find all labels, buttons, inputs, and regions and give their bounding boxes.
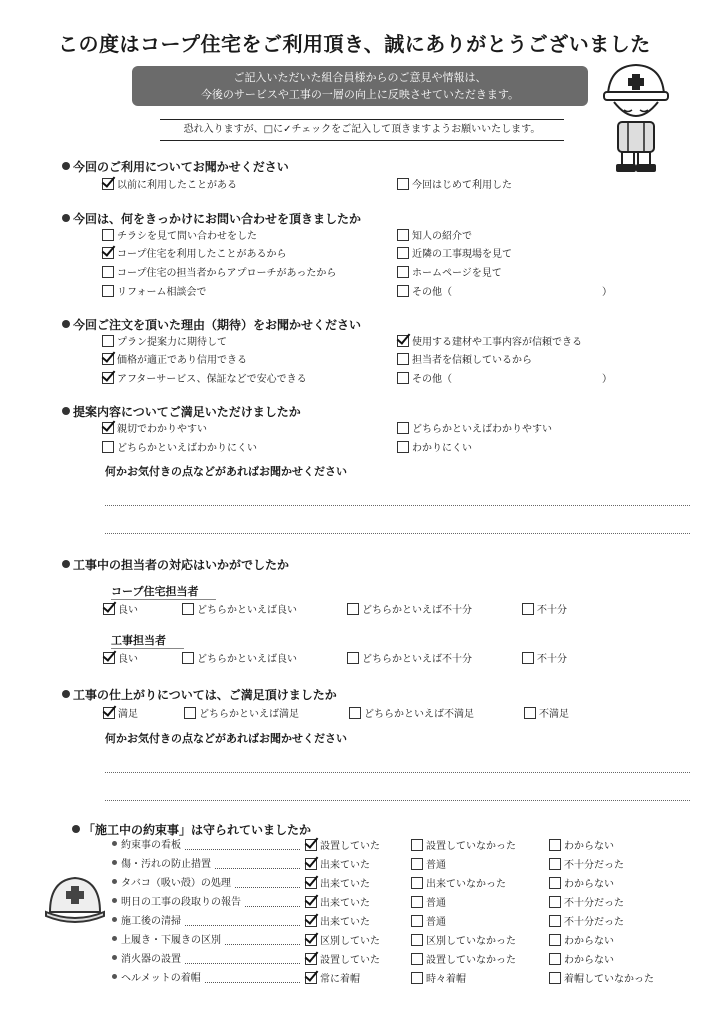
- checkbox-label: 今回はじめて利用した: [412, 180, 512, 191]
- checkbox-label: 常に着帽: [320, 974, 360, 985]
- q7-item-label: タバコ（吸い殻）の処理: [121, 878, 231, 889]
- checkbox-label: 不十分: [537, 654, 567, 665]
- checkbox[interactable]: [102, 422, 114, 434]
- q7-row-0-option-1[interactable]: [411, 839, 516, 853]
- q7-row-7-option-1[interactable]: [411, 972, 466, 986]
- checkbox-label: 設置していなかった: [426, 955, 516, 966]
- intro-banner: [132, 66, 588, 106]
- q3-option-0[interactable]: [102, 335, 227, 349]
- q2-option-7[interactable]: [397, 285, 612, 299]
- checkbox-label: どちらかといえばわかりにくい: [117, 443, 257, 454]
- q4-comment-prompt: 何かお気付きの点などがあればお聞かせください: [105, 465, 347, 478]
- bullet-icon: [112, 860, 117, 865]
- q7-leader-line: [215, 868, 300, 869]
- q7-item-1: [112, 857, 211, 873]
- q3-option-4[interactable]: [397, 353, 532, 367]
- q7-item-label: 上履き・下履きの区別: [121, 935, 221, 946]
- bullet-icon: [112, 917, 117, 922]
- q7-item-6: [112, 952, 181, 968]
- checkbox[interactable]: [397, 335, 409, 347]
- q4-option-0[interactable]: [102, 422, 207, 436]
- q2-option-0[interactable]: [102, 229, 257, 243]
- checkbox[interactable]: [411, 877, 423, 889]
- checkbox[interactable]: [102, 247, 114, 259]
- checkbox-label: チラシを見て問い合わせをした: [117, 231, 257, 242]
- checkbox[interactable]: [397, 372, 409, 384]
- checkbox-label: アフターサービス、保証などで安心できる: [117, 374, 307, 385]
- construction-worker-icon: [600, 60, 672, 175]
- checkbox-label: 設置していなかった: [426, 841, 516, 852]
- q5-group-0-option-0[interactable]: [103, 603, 138, 617]
- checkbox[interactable]: [102, 229, 114, 241]
- q7-item-7: [112, 971, 201, 987]
- checkbox-label: 普通: [426, 898, 446, 909]
- checkbox[interactable]: [102, 266, 114, 278]
- checkbox[interactable]: [549, 972, 561, 984]
- checkbox-label: 不十分だった: [564, 860, 624, 871]
- checkbox[interactable]: [103, 652, 115, 664]
- q5-group-0-option-3[interactable]: [522, 603, 567, 617]
- q7-item-3: [112, 895, 241, 911]
- q4-option-1[interactable]: [102, 441, 257, 455]
- q7-row-2-option-0[interactable]: [305, 877, 370, 891]
- checkbox[interactable]: [411, 858, 423, 870]
- checkbox-label: 近隣の工事現場を見て: [412, 249, 512, 260]
- checkbox-label: 設置していた: [320, 955, 380, 966]
- q5-question: 工事中の担当者の対応はいかがでしたか: [62, 556, 289, 573]
- checkbox-label: わからない: [564, 879, 614, 890]
- checkbox-label: ホームページを見て: [412, 268, 502, 279]
- q5-group-1-option-1[interactable]: [182, 652, 297, 666]
- checkbox[interactable]: [411, 934, 423, 946]
- checkbox-label: 普通: [426, 860, 446, 871]
- q7-leader-line: [225, 944, 300, 945]
- q7-item-label: 明日の工事の段取りの報告: [121, 897, 241, 908]
- q3-option-2[interactable]: [102, 372, 307, 386]
- checkbox[interactable]: [397, 178, 409, 190]
- checkbox[interactable]: [397, 353, 409, 365]
- checkbox[interactable]: [102, 285, 114, 297]
- q7-item-label: 傷・汚れの防止措置: [121, 859, 211, 870]
- checkbox-label: どちらかといえば不十分: [362, 654, 472, 665]
- q2-option-6[interactable]: [397, 266, 502, 280]
- q7-row-1-option-2[interactable]: [549, 858, 624, 872]
- checkbox-label: 設置していた: [320, 841, 380, 852]
- q7-row-1-option-1[interactable]: [411, 858, 446, 872]
- q4-comment-line-2[interactable]: [105, 533, 690, 534]
- q7-row-2-option-2[interactable]: [549, 877, 614, 891]
- bullet-icon: [112, 955, 117, 960]
- checkbox-label: 良い: [118, 654, 138, 665]
- checkbox-label: どちらかといえば良い: [197, 654, 297, 665]
- checkbox-label: わかりにくい: [412, 443, 472, 454]
- q7-leader-line: [235, 887, 300, 888]
- q4-question: 提案内容についてご満足いただけましたか: [62, 403, 301, 420]
- q7-row-0-option-0[interactable]: [305, 839, 380, 853]
- q3-question: 今回ご注文を頂いた理由（期待）をお聞かせください: [62, 316, 361, 333]
- checkbox[interactable]: [397, 266, 409, 278]
- checkbox[interactable]: [184, 707, 196, 719]
- checkbox-label: わからない: [564, 955, 614, 966]
- checkbox-label: わからない: [564, 936, 614, 947]
- checkbox-label: 担当者を信頼しているから: [412, 355, 532, 366]
- checkbox[interactable]: [397, 441, 409, 453]
- q4-option-2[interactable]: [397, 422, 552, 436]
- bullet-icon: [112, 936, 117, 941]
- q6-comment-line-2[interactable]: [105, 800, 690, 801]
- q2-question: 今回は、何をきっかけにお問い合わせを頂きましたか: [62, 210, 361, 227]
- q7-leader-line: [185, 849, 300, 850]
- q7-row-1-option-0[interactable]: [305, 858, 370, 872]
- checkbox[interactable]: [411, 896, 423, 908]
- q4-option-3[interactable]: [397, 441, 472, 455]
- checkbox[interactable]: [305, 953, 317, 965]
- q5-group-coop-label: コープ住宅担当者: [111, 583, 216, 600]
- q5-group-1-option-0[interactable]: [103, 652, 138, 666]
- q7-row-3-option-0[interactable]: [305, 896, 370, 910]
- checkbox-label: どちらかといえばわかりやすい: [412, 424, 552, 435]
- checkbox-label: どちらかといえば満足: [199, 709, 299, 720]
- bullet-icon: [112, 879, 117, 884]
- banner-line-2: 今後のサービスや工事の一層の向上に反映させていただきます。: [200, 88, 520, 101]
- q7-row-3-option-1[interactable]: [411, 896, 446, 910]
- checkbox[interactable]: [549, 896, 561, 908]
- q7-row-5-option-2[interactable]: [549, 934, 614, 948]
- checkbox-label: 良い: [118, 605, 138, 616]
- checkbox[interactable]: [305, 896, 317, 908]
- checkbox-label: どちらかといえば不満足: [364, 709, 474, 720]
- q7-item-0: [112, 838, 181, 854]
- q2-option-3[interactable]: [102, 285, 207, 299]
- q6-option-1[interactable]: [184, 707, 299, 721]
- q7-item-4: [112, 914, 181, 930]
- q5-group-1-option-3[interactable]: [522, 652, 567, 666]
- bullet-icon: [112, 898, 117, 903]
- hard-hat-icon: [44, 872, 106, 926]
- checkbox-label: 出来ていた: [320, 879, 370, 890]
- q2-option-1[interactable]: [102, 247, 287, 261]
- checkbox-label: わからない: [564, 841, 614, 852]
- checkbox[interactable]: [397, 229, 409, 241]
- q2-option-2[interactable]: [102, 266, 336, 280]
- checkbox[interactable]: [347, 652, 359, 664]
- bullet-icon: [112, 841, 117, 846]
- q7-item-2: [112, 876, 231, 892]
- page-title: この度はコープ住宅をご利用頂き、誠にありがとうございました: [58, 32, 651, 56]
- checkbox[interactable]: [103, 603, 115, 615]
- checkbox[interactable]: [549, 858, 561, 870]
- q7-row-7-option-0[interactable]: [305, 972, 360, 986]
- q7-leader-line: [185, 925, 300, 926]
- checkbox-label: 使用する建材や工事内容が信頼できる: [412, 337, 582, 348]
- q7-item-label: ヘルメットの着帽: [121, 973, 201, 984]
- q7-row-6-option-0[interactable]: [305, 953, 380, 967]
- checkbox-label: 不十分: [537, 605, 567, 616]
- checkbox-label: 区別していなかった: [426, 936, 516, 947]
- checkbox[interactable]: [397, 285, 409, 297]
- checkbox-label: 価格が適正であり信用できる: [117, 355, 247, 366]
- checkbox[interactable]: [522, 652, 534, 664]
- q7-row-6-option-1[interactable]: [411, 953, 516, 967]
- checkbox-label: コープ住宅の担当者からアプローチがあったから: [117, 268, 337, 279]
- checkbox-label: 出来ていた: [320, 898, 370, 909]
- q1-option-1[interactable]: [397, 178, 512, 192]
- q7-row-5-option-1[interactable]: [411, 934, 516, 948]
- q5-group-worker-label: 工事担当者: [111, 632, 184, 649]
- checkbox-label: コープ住宅を利用したことがあるから: [117, 249, 287, 260]
- checkbox-label: 普通: [426, 917, 446, 928]
- checkbox[interactable]: [102, 441, 114, 453]
- checkbox[interactable]: [305, 839, 317, 851]
- checkbox-label: プラン提案力に期待して: [117, 337, 227, 348]
- q2-option-5[interactable]: [397, 247, 512, 261]
- checkbox[interactable]: [102, 353, 114, 365]
- checkbox[interactable]: [397, 422, 409, 434]
- checkbox[interactable]: [347, 603, 359, 615]
- checkbox[interactable]: [305, 877, 317, 889]
- checkbox-label: リフォーム相談会で: [117, 287, 207, 298]
- checkbox[interactable]: [524, 707, 536, 719]
- checkbox-label: 満足: [118, 709, 138, 720]
- q7-row-6-option-2[interactable]: [549, 953, 614, 967]
- q7-row-5-option-0[interactable]: [305, 934, 380, 948]
- q6-option-0[interactable]: [103, 707, 138, 721]
- checkbox[interactable]: [549, 839, 561, 851]
- banner-line-1: ご記入いただいた組合員様からのご意見や情報は、: [233, 71, 487, 84]
- q7-row-7-option-2[interactable]: [549, 972, 654, 986]
- checkbox[interactable]: [102, 178, 114, 190]
- checkbox-label: 不十分だった: [564, 917, 624, 928]
- bullet-icon: [112, 974, 117, 979]
- checkbox[interactable]: [411, 953, 423, 965]
- q7-row-0-option-2[interactable]: [549, 839, 614, 853]
- checkbox-label: 不満足: [539, 709, 569, 720]
- checkbox-label: 出来ていた: [320, 917, 370, 928]
- checkbox[interactable]: [549, 934, 561, 946]
- checkbox-label: 出来ていなかった: [426, 879, 506, 890]
- q6-comment-line-1[interactable]: [105, 772, 690, 773]
- q7-item-label: 約束事の看板: [121, 840, 181, 851]
- q7-leader-line: [205, 982, 300, 983]
- checkbox[interactable]: [522, 603, 534, 615]
- checkbox[interactable]: [305, 972, 317, 984]
- q3-option-5[interactable]: [397, 372, 612, 386]
- checkbox-label: どちらかといえば良い: [197, 605, 297, 616]
- q6-question: 工事の仕上がりについては、ご満足頂けましたか: [62, 686, 337, 703]
- q5-group-1-option-2[interactable]: [347, 652, 472, 666]
- q7-item-5: [112, 933, 221, 949]
- q6-option-3[interactable]: [524, 707, 569, 721]
- checkbox[interactable]: [549, 915, 561, 927]
- q6-comment-prompt: 何かお気付きの点などがあればお聞かせください: [105, 732, 347, 745]
- q6-option-2[interactable]: [349, 707, 474, 721]
- q7-leader-line: [185, 963, 300, 964]
- q7-row-3-option-2[interactable]: [549, 896, 624, 910]
- checkbox[interactable]: [411, 915, 423, 927]
- checkbox[interactable]: [549, 877, 561, 889]
- q7-row-2-option-1[interactable]: [411, 877, 506, 891]
- q7-row-4-option-1[interactable]: [411, 915, 446, 929]
- checkbox[interactable]: [549, 953, 561, 965]
- q1-option-0[interactable]: [102, 178, 237, 192]
- q7-question: 「施工中の約束事」は守られていましたか: [72, 821, 311, 838]
- checkbox-label: 知人の紹介で: [412, 231, 472, 242]
- q7-row-4-option-0[interactable]: [305, 915, 370, 929]
- checkbox-label: 時々着帽: [426, 974, 466, 985]
- checkbox-label: 以前に利用したことがある: [117, 180, 237, 191]
- q1-question: 今回のご利用についてお聞かせください: [62, 158, 289, 175]
- checkbox[interactable]: [411, 972, 423, 984]
- checkbox-label: その他（ ）: [412, 287, 612, 298]
- checkbox-label: 親切でわかりやすい: [117, 424, 207, 435]
- checkbox[interactable]: [305, 858, 317, 870]
- checkbox[interactable]: [102, 372, 114, 384]
- checkbox-label: 着帽していなかった: [564, 974, 654, 985]
- q5-group-0-option-1[interactable]: [182, 603, 297, 617]
- checkbox[interactable]: [411, 839, 423, 851]
- checkbox-label: 不十分だった: [564, 898, 624, 909]
- checkbox[interactable]: [397, 247, 409, 259]
- checkbox[interactable]: [349, 707, 361, 719]
- checkbox[interactable]: [305, 915, 317, 927]
- checkbox-label: 区別していた: [320, 936, 380, 947]
- q3-option-3[interactable]: [397, 335, 582, 349]
- q7-item-label: 施工後の清掃: [121, 916, 181, 927]
- q7-row-4-option-2[interactable]: [549, 915, 624, 929]
- q2-option-4[interactable]: [397, 229, 472, 243]
- checkbox-label: どちらかといえば不十分: [362, 605, 472, 616]
- checkbox-label: その他（ ）: [412, 374, 612, 385]
- checkbox[interactable]: [102, 335, 114, 347]
- q4-comment-line-1[interactable]: [105, 505, 690, 506]
- checkbox[interactable]: [182, 603, 194, 615]
- q7-leader-line: [245, 906, 300, 907]
- checkbox[interactable]: [182, 652, 194, 664]
- instruction-note: 恐れ入りますが、□に✓チェックをご記入して頂きますようお願いいたします。: [160, 119, 564, 141]
- q3-option-1[interactable]: [102, 353, 247, 367]
- checkbox[interactable]: [103, 707, 115, 719]
- checkbox[interactable]: [305, 934, 317, 946]
- q7-item-label: 消火器の設置: [121, 954, 181, 965]
- q5-group-0-option-2[interactable]: [347, 603, 472, 617]
- checkbox-label: 出来ていた: [320, 860, 370, 871]
